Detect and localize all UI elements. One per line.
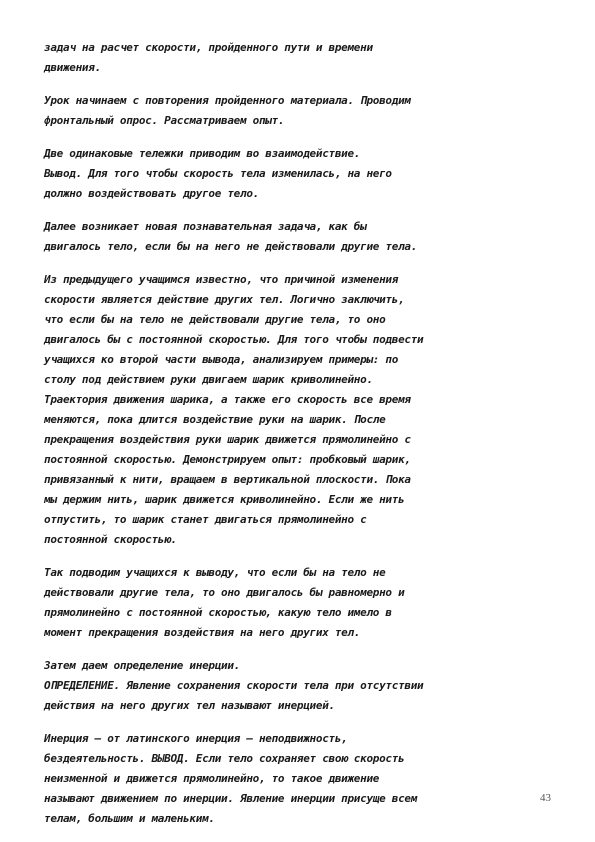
paragraph: Так подводим учащихся к выводу, что если бы на тело не действовали другие тела, то оно двигалось бы равномерно и прямолинейно с постоянной скоростью, какую тело имело в момент прекращения воздействия на него других тел. [44,566,405,639]
document-body [44,38,556,842]
paragraph: Из предыдущего учащимся известно, что причиной изменения скорости является действие других тел. Логично заключить, что если бы на тело не действовали другие тела, то оно двигалось бы с постоянной скоростью. Для того чтобы подвести учащихся ко второй части вывода, анализируем примеры: по столу под действием руки двигаем шарик криволинейно. Траектория движения шарика, а также его скорость все время меняются, пока длится воздействие руки на шарик. После прекращения воздействия руки шарик движется прямолинейно с постоянной скоростью. Демонстрируем опыт: пробковый шарик, привязанный к нити, вращаем в вертикальной плоскости. Пока мы держим нить, шарик движется криволинейно. Если же нить отпустить, то шарик станет двигаться прямолинейно с постоянной скоростью. [44,273,424,546]
paragraph: Затем даем определение инерции. ОПРЕДЕЛЕНИЕ. Явление сохранения скорости тела при отсутствии действия на него других тел называют инерцией. [44,659,424,712]
paragraph: Далее возникает новая познавательная задача, как бы двигалось тело, если бы на него не действовали другие тела. [44,220,418,253]
paragraph: Инерция – от латинского инерция – неподвижность, бездеятельность. ВЫВОД. Если тело сохраняет свою скорость неизменной и движется прямолинейно, то такое движение называют движением по инерции. Явление инерции присуще всем телам, большим и маленьким. [44,732,418,825]
paragraph: Урок начинаем с повторения пройденного материала. Проводим фронтальный опрос. Рассматриваем опыт. [44,94,411,127]
page-number: 43 [540,792,551,804]
paragraph: задач на расчет скорости, пройденного пути и времени движения. [44,41,373,74]
paragraph: Две одинаковые тележки приводим во взаимодействие. Вывод. Для того чтобы скорость тела изменилась, на него должно воздействовать другое тело. [44,147,392,200]
